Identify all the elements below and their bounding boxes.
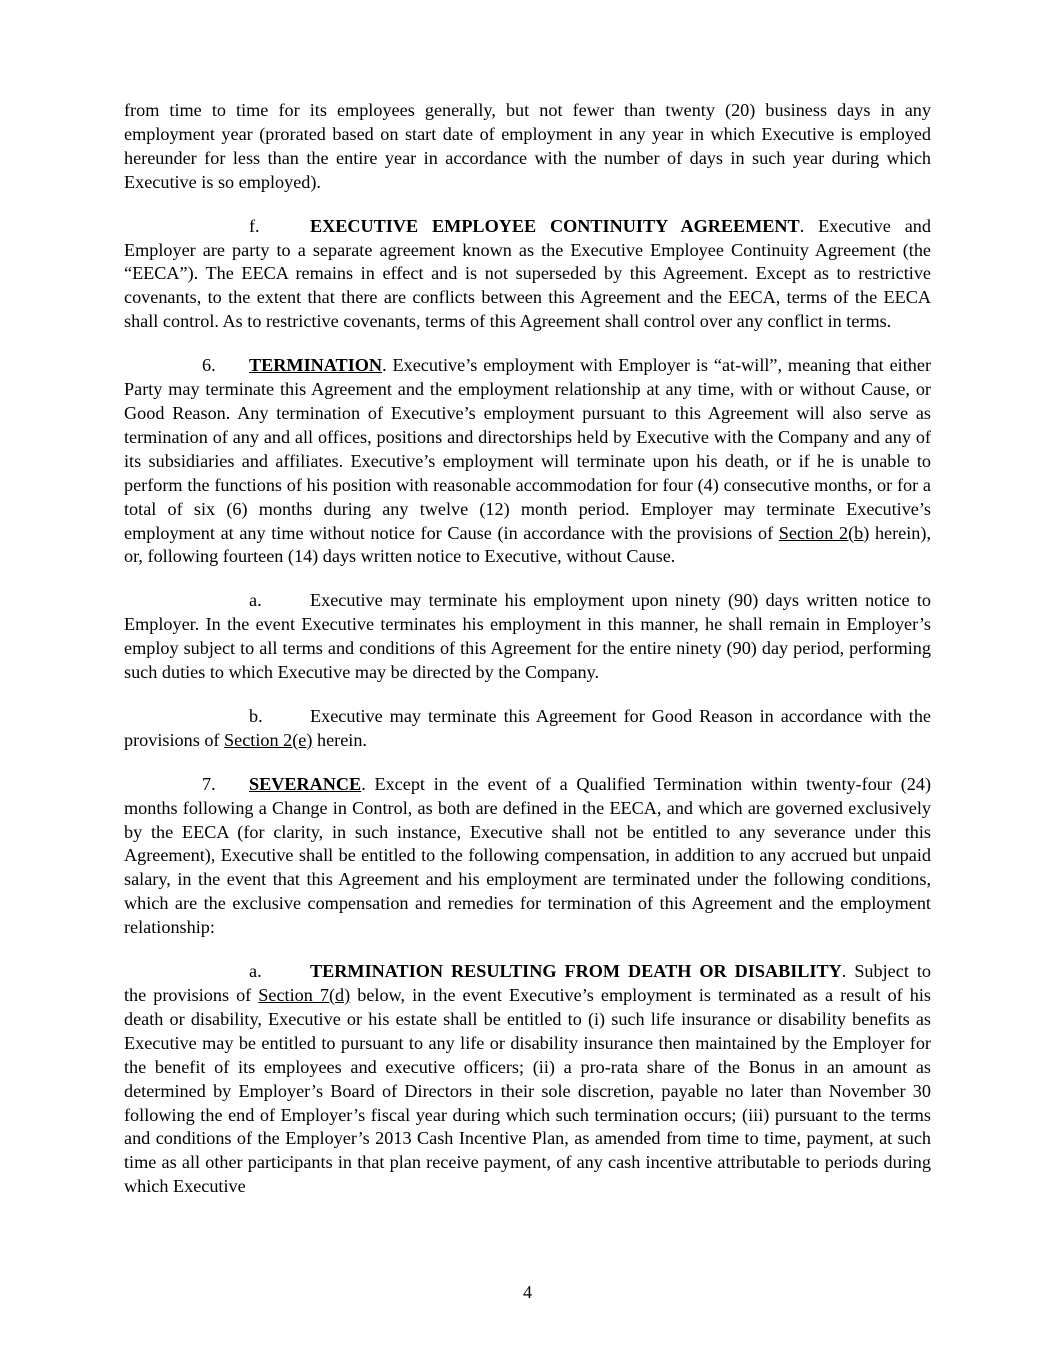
section-5f-paragraph [124, 215, 931, 335]
section-7a-number: a. [249, 961, 262, 982]
section-5f-heading: EXECUTIVE EMPLOYEE CONTINUITY AGREEMENT [310, 215, 800, 236]
section-2e-reference: Section 2(e) [224, 729, 313, 750]
section-5f-number: f. [249, 215, 260, 236]
section-6-heading: TERMINATION [249, 355, 383, 376]
section-5f-body: Executive and Employer are party to a separate agreement known as the Executive Employee Continuity Agreement (the “EECA”). The EECA remains in effect and is not superseded by this Agreement. Except as to restrictive covenants, to the extent that there are conflicts between this Agreement and the EECA, terms of the EECA shall control. As to restrictive covenants, terms of this Agreement shall control over any conflict in terms. [124, 215, 931, 332]
section-6b-paragraph [124, 705, 931, 753]
section-7a-paragraph [124, 960, 931, 1199]
section-7d-reference: Section 7(d) [258, 985, 351, 1005]
section-7a-heading-punct: . [841, 961, 847, 982]
section-7-paragraph [124, 773, 931, 940]
section-7-body: Except in the event of a Qualified Termination within twenty-four (24) months following a Change in Control, as both are defined in the EECA, and which are governed exclusively by the EECA (for clarity, in such instance, Executive shall not be entitled to any severance under this Agreement), Executive shall be entitled to the following compensation, in addition to any accrued but unpaid salary, in the event that this Agreement and his employment are terminated under the following conditions, which are the exclusive compensation and remedies for termination of this Agreement and the employment relationship: [124, 773, 931, 938]
section-7a-heading: TERMINATION RESULTING FROM DEATH OR DISABILITY [310, 961, 842, 982]
section-6-number: 6. [202, 355, 216, 376]
section-6-body-part1: Executive’s employment with Employer is “at-will”, meaning that either Party may terminate this Agreement and the employment relationship at any time, with or without Cause, or Good Reason. Any termination of Executive’s employment pursuant to this Agreement will also serve as termination of any and all offices, positions and directorships held by Executive with the Company and any of its subsidiaries and affiliates. Executive’s employment will terminate upon his death, or if he is unable to perform the functions of his position with reasonable accommodation for four (4) consecutive months, or for a total of six (6) months during any twelve (12) month period. Employer may terminate Executive’s employment at any time without notice for Cause (in accordance with the provisions of [124, 355, 931, 543]
section-7-heading-punct: . [361, 773, 366, 794]
section-2b-reference: Section 2(b) [778, 522, 870, 543]
continued-paragraph-text: from time to time for its employees generally, but not fewer than twenty (20) business days in any employment year (prorated based on start date of employment in any year in which Executive is employed hereunder for less than the entire year in accordance with the number of days in such year during which Executive is so employed). [124, 100, 931, 192]
section-6-body-part2: herein), or, following fourteen (14) days written notice to Executive, without Cause. [124, 522, 931, 567]
section-6a-paragraph [124, 589, 931, 685]
section-6b-number: b. [249, 705, 263, 726]
section-6b-body-part1: Executive may terminate this Agreement for Good Reason in accordance with the provisions of [124, 705, 931, 750]
section-6b-body-part2: herein. [312, 729, 367, 750]
section-6a-body: Executive may terminate his employment upon ninety (90) days written notice to Employer. In the event Executive terminates his employment in this manner, he shall remain in Employer’s employ subject to all terms and conditions of this Agreement for the entire ninety (90) day period, performing such duties to which Executive may be directed by the Company. [124, 590, 931, 683]
section-6-heading-punct: . [382, 355, 387, 376]
section-7-heading: SEVERANCE [249, 773, 362, 794]
continued-paragraph [124, 99, 931, 195]
section-5f-heading-punct: . [799, 215, 805, 236]
section-7a-body-part2: below, in the event Executive’s employment is terminated as a result of his death or disability, Executive or his estate shall be entitled to (i) such life insurance or disability benefits as Executive may be entitled to pursuant to any life or disability insurance then maintained by the Employer for the benefit of its employees and executive officers; (ii) a pro-rata share of the Bonus in an amount as determined by Employer’s Board of Directors in their sole discretion, payable no later than November 30 following the end of Employer’s fiscal year during which such termination occurs; (iii) pursuant to the terms and conditions of the Employer’s 2013 Cash Incentive Plan, as amended from time to time, payment, at such time as all other participants in that plan receive payment, of any cash incentive attributable to periods during which Executive [124, 985, 931, 1197]
page-number: 4 [522, 1282, 533, 1302]
section-7a-body-part1: Subject to the provisions of [124, 961, 932, 1005]
section-6-paragraph [124, 354, 931, 569]
section-7-number: 7. [202, 773, 216, 794]
document-page [124, 99, 931, 1219]
section-6a-number: a. [249, 590, 262, 611]
